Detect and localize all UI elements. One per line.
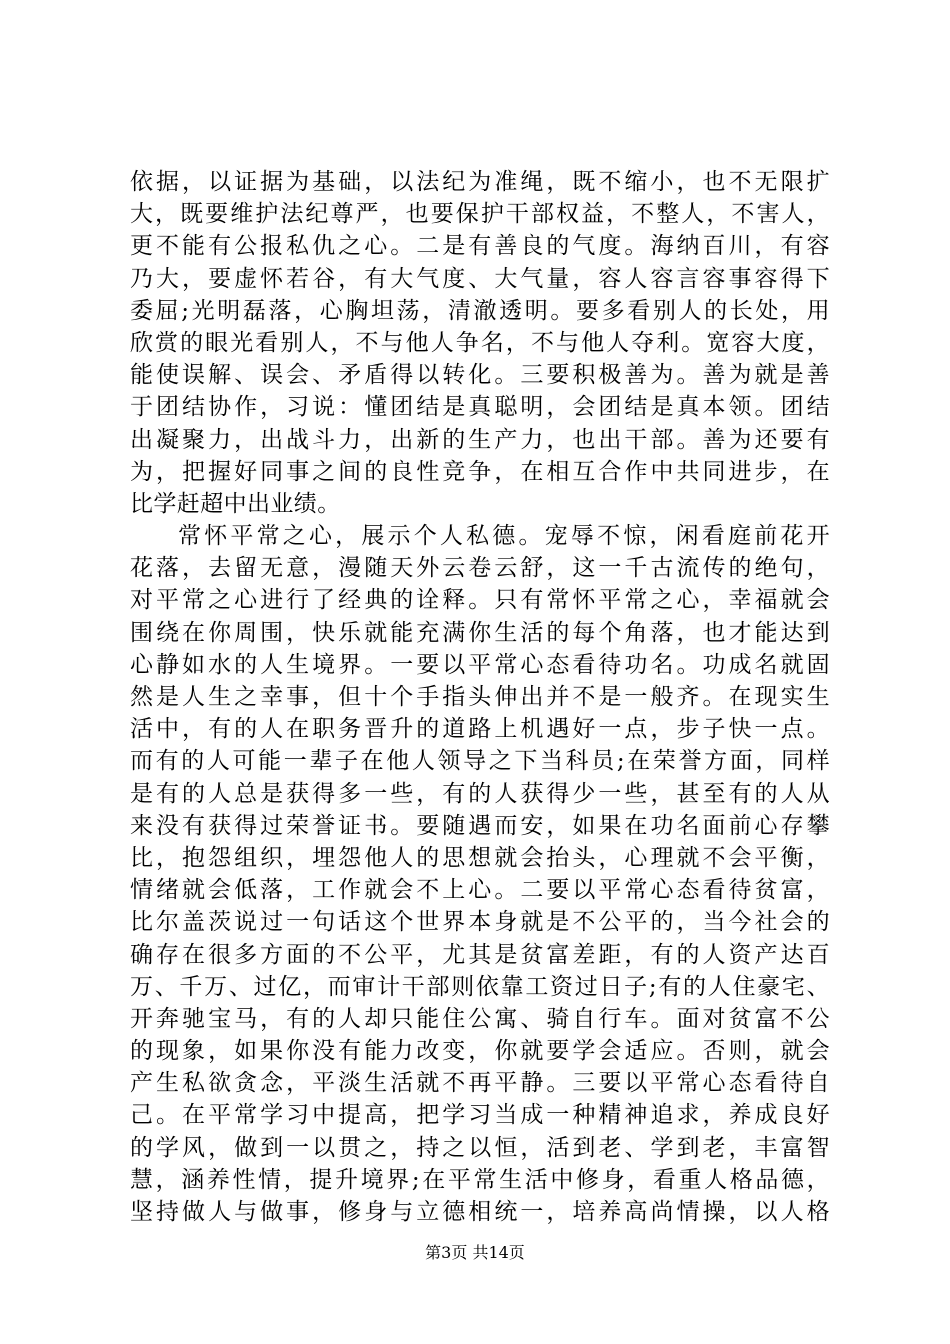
text-line: 围绕在你周围，快乐就能充满你生活的每个角落，也才能达到 — [130, 619, 830, 646]
text-line: 万、千万、过亿，而审计干部则依靠工资过日子;有的人住豪宅、 — [130, 973, 830, 1000]
text-line: 活中，有的人在职务晋升的道路上机遇好一点，步子快一点。 — [130, 716, 830, 743]
text-line: 是有的人总是获得多一些，有的人获得少一些，甚至有的人从 — [130, 780, 830, 807]
body-text — [130, 166, 830, 1228]
text-line: 于团结协作，习说：懂团结是真聪明，会团结是真本领。团结 — [130, 394, 830, 421]
paragraph-first-line: 常怀平常之心，展示个人私德。宠辱不惊，闲看庭前花开 — [178, 523, 830, 550]
text-line: 心静如水的人生境界。一要以平常心态看待功名。功成名就固 — [130, 651, 830, 678]
text-line: 比，抱怨组织，埋怨他人的思想就会抬头，心理就不会平衡， — [130, 844, 830, 871]
text-line: 更不能有公报私仇之心。二是有善良的气度。海纳百川，有容 — [130, 233, 830, 260]
text-line: 己。在平常学习中提高，把学习当成一种精神追求，养成良好 — [130, 1102, 830, 1129]
text-line: 对平常之心进行了经典的诠释。只有常怀平常之心，幸福就会 — [130, 587, 830, 614]
text-line: 欣赏的眼光看别人，不与他人争名，不与他人夺利。宽容大度， — [130, 329, 830, 356]
text-line: 出凝聚力，出战斗力，出新的生产力，也出干部。善为还要有 — [130, 426, 830, 453]
text-line: 大，既要维护法纪尊严，也要保护干部权益，不整人，不害人， — [130, 201, 830, 228]
text-line: 坚持做人与做事，修身与立德相统一，培养高尚情操，以人格 — [130, 1199, 830, 1225]
text-line: 花落，去留无意，漫随天外云卷云舒，这一千古流传的绝句， — [130, 555, 830, 582]
text-line: 乃大，要虚怀若谷，有大气度、大气量，容人容言容事容得下 — [130, 265, 830, 292]
text-line: 比学赶超中出业绩。 — [130, 490, 341, 517]
text-line: 确存在很多方面的不公平，尤其是贫富差距，有的人资产达百 — [130, 941, 830, 968]
text-line: 情绪就会低落，工作就会不上心。二要以平常心态看待贫富， — [130, 877, 830, 904]
text-line: 的现象，如果你没有能力改变，你就要学会适应。否则，就会 — [130, 1038, 830, 1065]
text-line: 开奔驰宝马，有的人却只能住公寓、骑自行车。面对贫富不公 — [130, 1005, 830, 1032]
text-line: 委屈;光明磊落，心胸坦荡，清澈透明。要多看别人的长处，用 — [130, 297, 830, 324]
text-line: 而有的人可能一辈子在他人领导之下当科员;在荣誉方面，同样 — [130, 748, 830, 775]
text-line: 比尔盖茨说过一句话这个世界本身就是不公平的，当今社会的 — [130, 909, 830, 936]
text-line: 为，把握好同事之间的良性竞争，在相互合作中共同进步，在 — [130, 458, 830, 485]
text-line: 的学风，做到一以贯之，持之以恒，活到老、学到老，丰富智 — [130, 1134, 830, 1161]
text-line: 产生私欲贪念，平淡生活就不再平静。三要以平常心态看待自 — [130, 1070, 830, 1097]
page-number-footer: 第3页 共14页 — [425, 1243, 525, 1262]
text-line: 能使误解、误会、矛盾得以转化。三要积极善为。善为就是善 — [130, 362, 830, 389]
text-line: 慧，涵养性情，提升境界;在平常生活中修身，看重人格品德， — [130, 1166, 830, 1193]
text-line: 来没有获得过荣誉证书。要随遇而安，如果在功名面前心存攀 — [130, 812, 830, 839]
text-line: 依据，以证据为基础，以法纪为准绳，既不缩小，也不无限扩 — [130, 169, 830, 195]
text-line: 然是人生之幸事，但十个手指头伸出并不是一般齐。在现实生 — [130, 684, 830, 710]
